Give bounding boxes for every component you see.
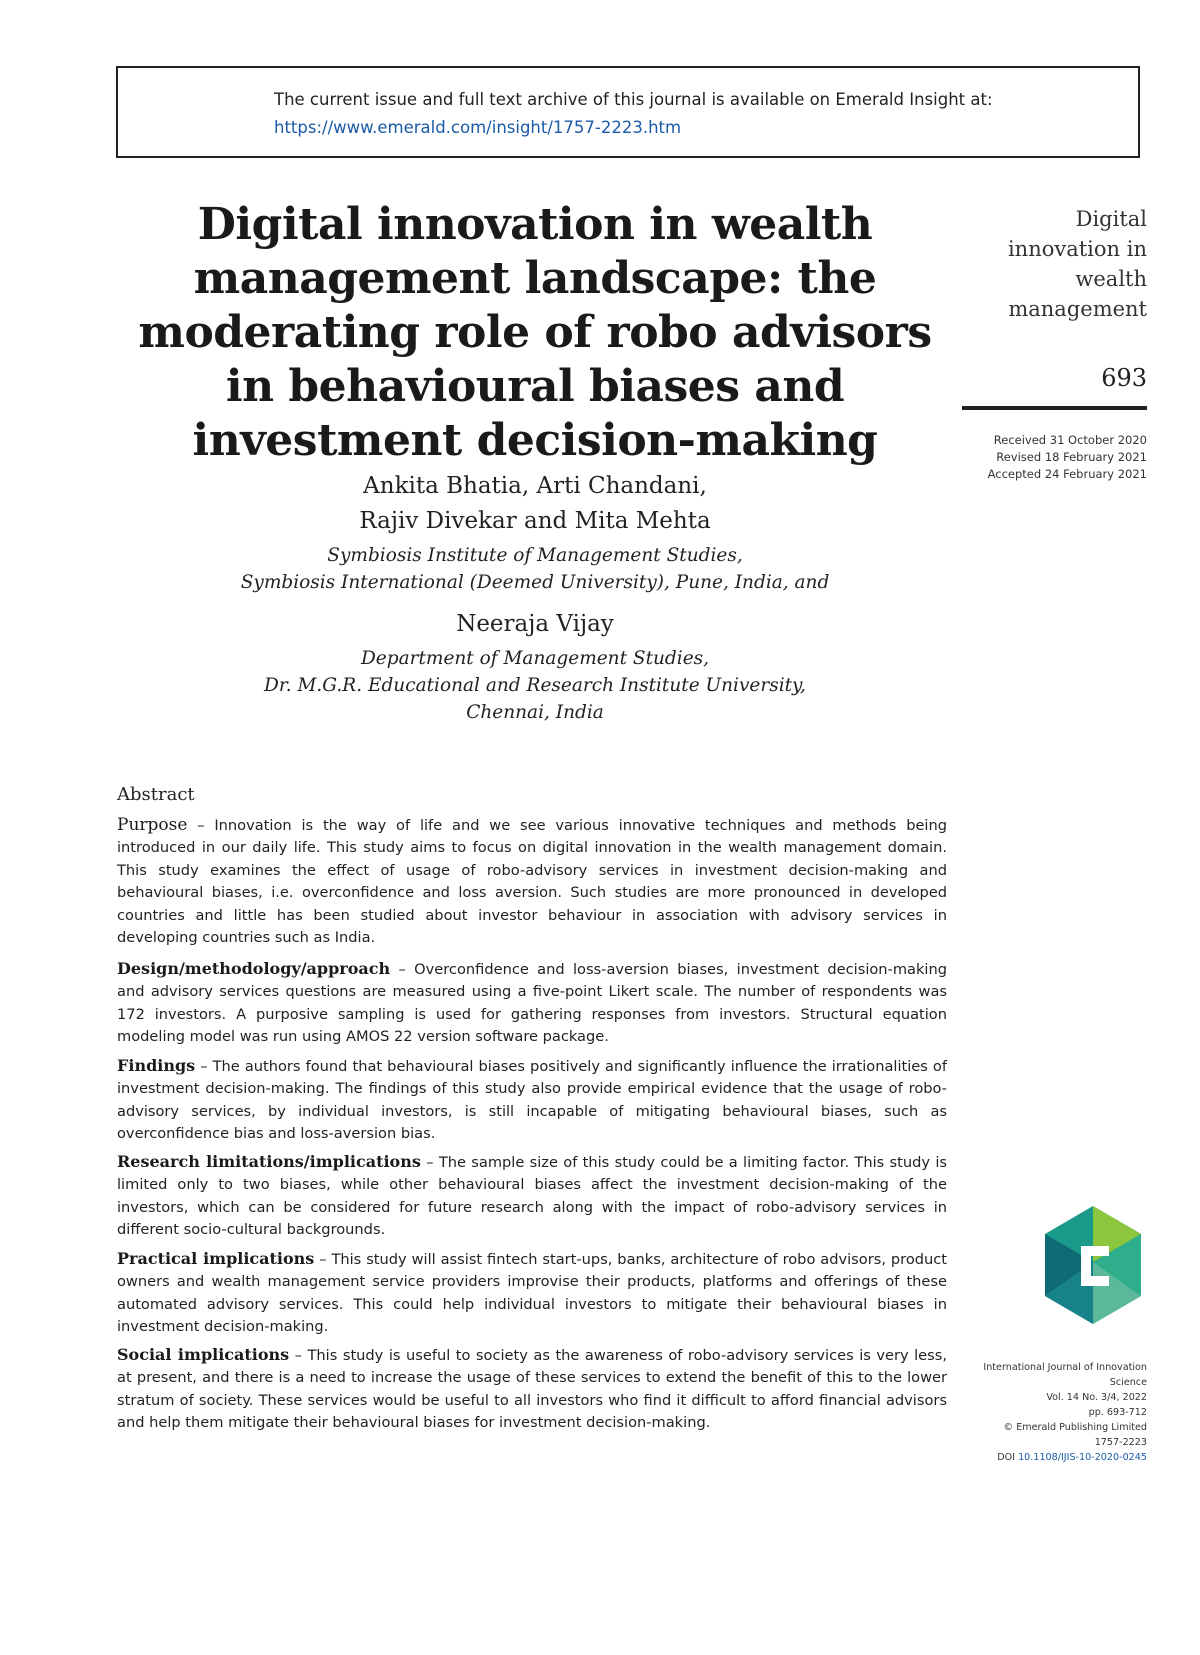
section-dash: – — [187, 817, 215, 834]
journal-volume: Vol. 14 No. 3/4, 2022 — [1046, 1392, 1147, 1403]
author-names: Ankita Bhatia, Arti Chandani, — [363, 473, 707, 499]
emerald-publishing-logo-icon — [1045, 1206, 1141, 1324]
author-names: Rajiv Divekar and Mita Mehta — [359, 508, 711, 534]
article-dates — [988, 432, 1147, 483]
section-label: Purpose — [117, 815, 188, 835]
section-text: The authors found that behavioural biases positively and significantly influence the irrationalities of investment decision-making. The findings of this study also provide empirical evidence that the usage of robo-advisory services, by individual investors, is still incapable of mitigating behavioural biases, such as overconfidence bias and loss-aversion bias. — [117, 1058, 947, 1143]
copyright: © Emerald Publishing Limited — [1003, 1422, 1147, 1433]
running-title — [947, 204, 1147, 324]
running-title-line: wealth — [1075, 267, 1147, 291]
accepted-date: Accepted 24 February 2021 — [987, 467, 1147, 481]
running-title-line: management — [1008, 297, 1147, 321]
section-dash: – — [289, 1347, 308, 1364]
title-line: management landscape: the — [193, 253, 877, 304]
title-line: investment decision-making — [192, 415, 878, 466]
section-text: Innovation is the way of life and we see various innovative techniques and methods being introduced in our daily life. This study aims to focus on digital innovation in the wealth management domain. This study examines the effect of usage of robo-advisory services in investment decision-making and behavioural biases, i.e. overconfidence and loss aversion. Such studies are more pronounced in developed countries and little has been studied about investor behaviour in association with advisory services in developing countries such as India. — [117, 817, 947, 947]
archive-notice-box — [116, 66, 1140, 158]
section-text: This study is useful to society as the awareness of robo-advisory services is very less, at present, and there is a need to increase the usage of these services to extend the benefit of this to the lower stratum of society. These services would be useful to all investors who find it difficult to afford financial advisors and help them mitigate their behavioural biases for investment decision-making. — [117, 1347, 948, 1432]
abstract-section-purpose — [117, 814, 947, 949]
section-dash: – — [195, 1058, 213, 1075]
section-dash: – — [420, 1154, 439, 1171]
author-affiliation: Symbiosis Institute of Management Studies, — [327, 545, 743, 566]
doi-label: DOI — [997, 1452, 1019, 1463]
abstract-section-design — [117, 958, 947, 1049]
received-date: Received 31 October 2020 — [993, 433, 1147, 447]
journal-name: Science — [1109, 1377, 1147, 1388]
author-affiliation: Department of Management Studies, — [360, 648, 710, 669]
abstract-section-social — [117, 1344, 947, 1435]
section-text: Overconfidence and loss-aversion biases, investment decision-making and advisory services questions are measured using a five-point Likert scale. The number of respondents was 172 investors. A purposive sampling is used for gathering responses from investors. Structural equation modeling model was run using AMOS 22 version software package. — [117, 961, 948, 1046]
section-dash: – — [314, 1251, 332, 1268]
abstract-heading: Abstract — [117, 784, 195, 805]
revised-date: Revised 18 February 2021 — [996, 450, 1147, 464]
abstract-section-findings — [117, 1055, 947, 1146]
running-title-line: innovation in — [1007, 237, 1147, 261]
abstract-section-practical — [117, 1248, 947, 1339]
archive-notice-text: The current issue and full text archive of this journal is available on Emerald Insight at: — [274, 90, 993, 109]
section-label: Findings — [117, 1056, 196, 1075]
title-line: in behavioural biases and — [225, 361, 845, 412]
article-title — [120, 198, 950, 468]
section-label: Social implications — [117, 1345, 290, 1364]
abstract-section-limitations — [117, 1151, 947, 1242]
title-line: Digital innovation in wealth — [197, 199, 873, 250]
section-label: Practical implications — [117, 1249, 315, 1268]
journal-pages: pp. 693-712 — [1088, 1407, 1147, 1418]
issn: 1757-2223 — [1094, 1437, 1147, 1448]
section-text: The sample size of this study could be a limiting factor. This study is limited only to two biases, while other behavioural biases affect the investment decision-making of the investors, which can be considered for future research along with the impact of robo-advisory services in different socio-cultural backgrounds. — [117, 1154, 947, 1239]
section-dash: – — [390, 961, 415, 978]
journal-citation-info — [917, 1360, 1147, 1465]
author-names: Neeraja Vijay — [456, 611, 614, 637]
title-line: moderating role of robo advisors — [138, 307, 932, 358]
author-affiliation: Dr. M.G.R. Educational and Research Institute University, — [264, 675, 806, 696]
section-label: Design/methodology/approach — [117, 959, 391, 978]
journal-name: International Journal of Innovation — [983, 1362, 1147, 1373]
section-text: This study will assist fintech start-ups, banks, architecture of robo advisors, product owners and wealth management service providers improvise their products, platforms and offerings of these automated advisory services. This could help individual investors to mitigate their behavioural biases in investment decision-making. — [117, 1251, 948, 1336]
doi — [917, 1450, 1147, 1465]
author-affiliation: Symbiosis International (Deemed University), Pune, India, and — [240, 572, 830, 593]
journal-archive-link[interactable]: https://www.emerald.com/insight/1757-2223.htm — [274, 118, 682, 137]
running-title-line: Digital — [1075, 207, 1147, 231]
page-number: 693 — [1101, 364, 1147, 392]
author-affiliation: Chennai, India — [466, 702, 604, 723]
section-label: Research limitations/implications — [117, 1152, 421, 1171]
sidebar-divider — [962, 406, 1147, 410]
doi-link[interactable]: 10.1108/IJIS-10-2020-0245 — [1018, 1452, 1147, 1463]
